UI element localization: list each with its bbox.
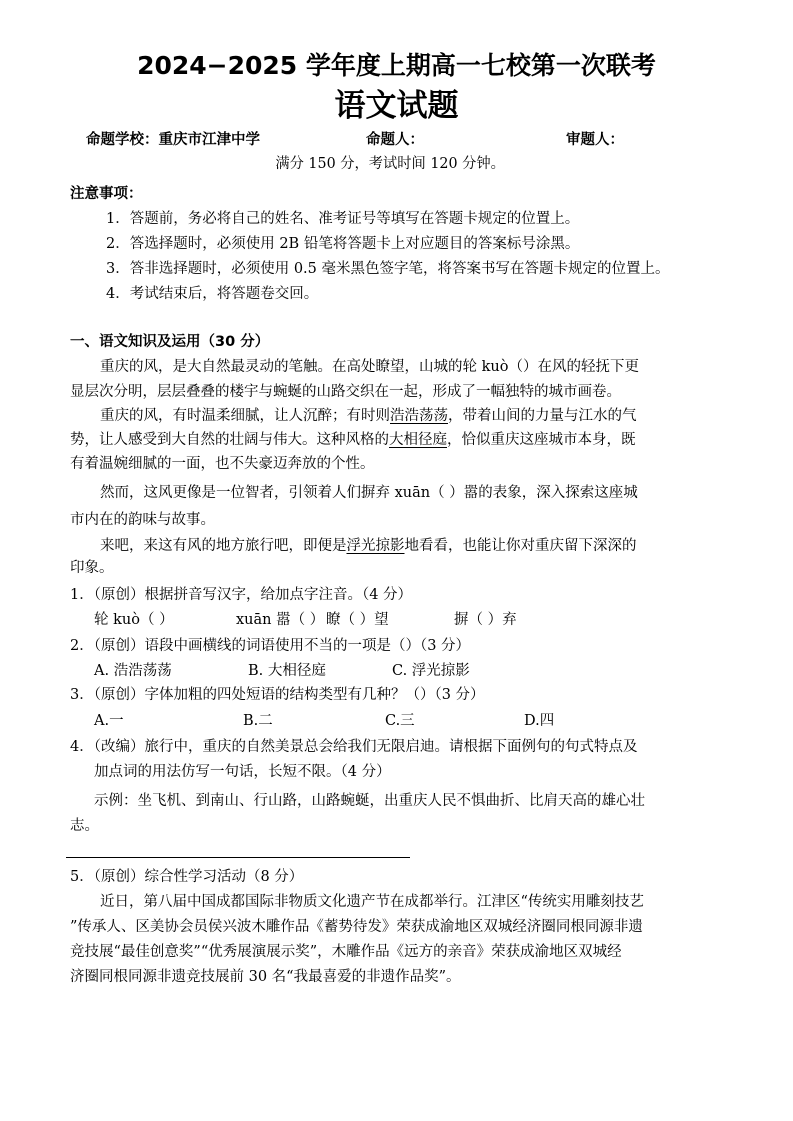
notice-item: 4．考试结束后，将答题卷交回。 <box>106 286 319 302</box>
question-4-stem: 加点词的用法仿写一句话，长短不限。（4 分） <box>94 764 391 780</box>
passage-text: 势，让人感受到大自然的壮阔与伟大。这种风格的 <box>70 432 389 448</box>
passage-line: 重庆的风，是大自然最灵动的笔触。在高处瞭望，山城的轮 kuò（）在风的轻抚下更 <box>100 359 639 375</box>
question-2-option: C. 浮光掠影 <box>392 663 470 679</box>
question-1-blank: 瞭（ ）望 <box>326 612 389 628</box>
question-4-stem: 4．（改编）旅行中，重庆的自然美景总会给我们无限启迪。请根据下面例句的句式特点及 <box>70 739 638 755</box>
question-5-text: 济圈同根同源非遗竞技展前 30 名“我最喜爱的非遗作品奖”。 <box>70 969 461 985</box>
question-3-option: B.二 <box>243 713 273 729</box>
passage-line <box>100 406 637 426</box>
question-5-stem: 5．（原创）综合性学习活动（8 分） <box>70 869 304 885</box>
notice-item: 3．答非选择题时，必须使用 0.5 毫米黑色签字笔，将答案书写在答题卡规定的位置上。 <box>106 261 670 277</box>
question-1-blank: 摒（ ）弃 <box>454 612 517 628</box>
score-time-note: 满分 150 分，考试时间 120 分钟。 <box>275 156 505 172</box>
question-2-option: A. 浩浩荡荡 <box>94 663 172 679</box>
underlined-phrase: 大相径庭 <box>389 432 447 448</box>
passage-line <box>70 430 636 450</box>
passage-text: 来吧，来这有风的地方旅行吧，即便是 <box>100 538 347 554</box>
question-1-blank: xuān 嚣（ ） <box>236 612 325 628</box>
passage-text: ，恰似重庆这座城市本身，既 <box>447 432 636 448</box>
question-5-text: 近日，第八届中国成都国际非物质文化遗产节在成都举行。江津区“传统实用雕刻技艺 <box>100 894 644 910</box>
notice-item: 2．答选择题时，必须使用 2B 铅笔将答题卡上对应题目的答案标号涂黑。 <box>106 236 580 252</box>
passage-line <box>100 536 637 556</box>
question-5-text: 竞技展“最佳创意奖”“优秀展演展示奖”，木雕作品《远方的亲音》荣获成渝地区双城经 <box>70 944 622 960</box>
school-label: 命题学校：重庆市江津中学 <box>86 132 260 148</box>
question-1-blank: 轮 kuò（ ） <box>94 612 174 628</box>
passage-line: 有着温婉细腻的一面，也不失豪迈奔放的个性。 <box>70 456 375 472</box>
passage-text: 重庆的风，有时温柔细腻，让人沉醉；有时则 <box>100 408 390 424</box>
underlined-phrase: 浮光掠影 <box>346 538 405 554</box>
question-4-example: 示例：坐飞机、到南山、行山路，山路蜿蜒，出重庆人民不惧曲折、比肩天高的雄心壮 <box>94 793 645 809</box>
passage-text: 地看看，也能让你对重庆留下深深的 <box>404 538 637 554</box>
exam-subject-title: 语文试题 <box>334 88 459 124</box>
notice-heading: 注意事项： <box>70 186 143 202</box>
exam-title: 2024−2025 学年度上期高一七校第一次联考 <box>137 51 656 80</box>
passage-line: 市内在的韵味与故事。 <box>70 512 215 528</box>
passage-line: 然而，这风更像是一位智者，引领着人们摒弃 xuān（ ）嚣的表象，深入探索这座城 <box>100 485 638 501</box>
question-1-stem: 1．（原创）根据拼音写汉字，给加点字注音。（4 分） <box>70 587 413 603</box>
answer-line <box>66 857 410 858</box>
question-3-stem: 3．（原创）字体加粗的四处短语的结构类型有几种？（）（3 分） <box>70 687 485 703</box>
question-3-option: D.四 <box>524 713 555 729</box>
setter-label: 命题人： <box>366 132 424 148</box>
question-3-option: C.三 <box>385 713 415 729</box>
reviewer-label: 审题人： <box>566 132 624 148</box>
passage-text: ，带着山间的力量与江水的气 <box>448 408 637 424</box>
section-heading: 一、语文知识及运用（30 分） <box>70 334 270 350</box>
question-2-option: B. 大相径庭 <box>248 663 326 679</box>
question-4-example: 志。 <box>70 818 99 834</box>
passage-line: 印象。 <box>70 560 114 576</box>
underlined-phrase: 浩浩荡荡 <box>390 408 448 424</box>
passage-line: 显层次分明，层层叠叠的楼宇与蜿蜒的山路交织在一起，形成了一幅独特的城市画卷。 <box>70 384 621 400</box>
question-3-option: A.一 <box>94 713 124 729</box>
question-5-text: ”传承人、区美协会员侯兴波木雕作品《蓄势待发》荣获成渝地区双城经济圈同根同源非遗 <box>70 919 643 935</box>
question-2-stem: 2．（原创）语段中画横线的词语使用不当的一项是（）（3 分） <box>70 638 471 654</box>
notice-item: 1．答题前，务必将自己的姓名、准考证号等填写在答题卡规定的位置上。 <box>106 211 580 227</box>
